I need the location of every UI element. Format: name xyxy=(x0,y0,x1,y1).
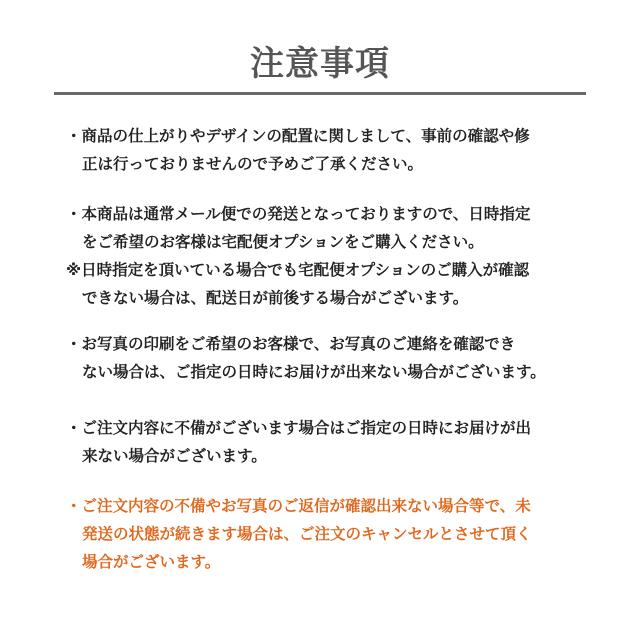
note-line: ・本商品は通常メール便での発送となっておりますので、日時指定 xyxy=(66,205,531,223)
note-mail-delivery xyxy=(66,200,576,256)
note-photo-print xyxy=(66,330,576,386)
note-line: 来ない場合がございます。 xyxy=(82,447,267,465)
note-line: 正は行っておりませんので予めご了承ください。 xyxy=(82,155,424,173)
note-line: できない場合は、配送日が前後する場合がございます。 xyxy=(82,289,469,307)
note-line: をご希望のお客様は宅配便オプションをご購入ください。 xyxy=(82,233,484,251)
note-line: ・お写真の印刷をご希望のお客様で、お写真のご連絡を確認でき xyxy=(66,335,516,353)
note-line: ・ご注文内容に不備がございます場合はご指定の日時にお届けが出 xyxy=(66,419,532,437)
note-cancellation-warning xyxy=(66,492,576,576)
note-line: 発送の状態が続きます場合は、ご注文のキャンセルとさせて頂く xyxy=(82,525,532,543)
title-divider xyxy=(54,92,586,95)
note-line: ・商品の仕上がりやデザインの配置に関しまして、事前の確認や修 xyxy=(66,127,530,145)
note-design-confirmation xyxy=(66,122,576,178)
note-line: ※日時指定を頂いている場合でも宅配便オプションのご購入が確認 xyxy=(66,261,530,279)
note-line: ない場合は、ご指定の日時にお届けが出来ない場合がございます。 xyxy=(82,363,546,381)
page-title: 注意事項 xyxy=(250,44,390,84)
note-delivery-date-caution xyxy=(66,256,576,312)
note-line: 場合がございます。 xyxy=(82,553,221,571)
note-line: ・ご注文内容の不備やお写真のご返信が確認出来ない場合等で、未 xyxy=(66,497,531,515)
note-order-deficiency xyxy=(66,414,576,470)
